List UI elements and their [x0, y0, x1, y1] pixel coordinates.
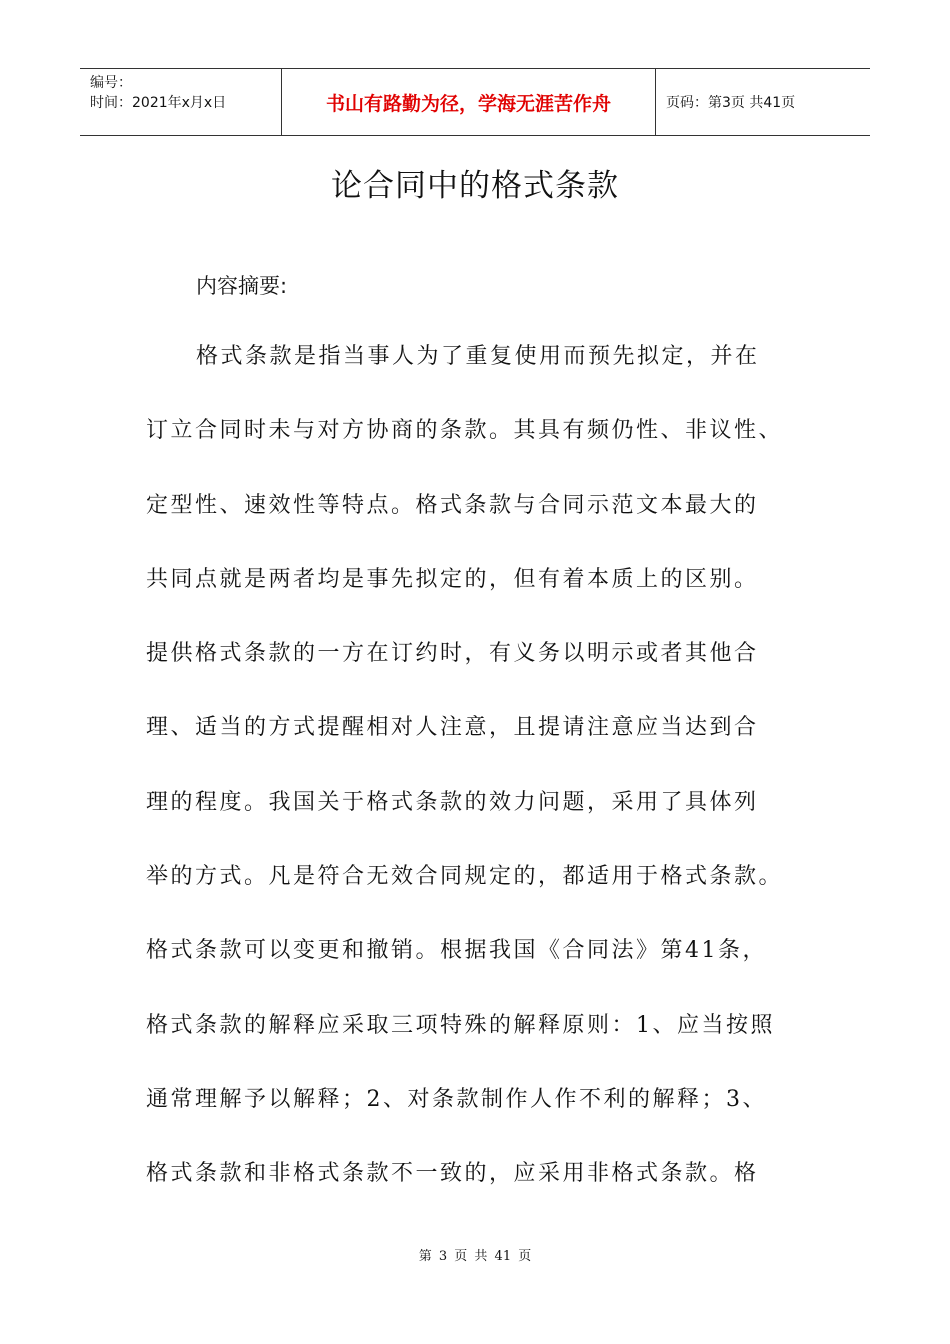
body-line: 定型性、速效性等特点。格式条款与合同示范文本最大的 — [146, 492, 759, 518]
document-title: 论合同中的格式条款 — [331, 168, 619, 204]
page-info: 页码：第3页 共41页 — [666, 95, 796, 111]
body-line: 提供格式条款的一方在订约时，有义务以明示或者其他合 — [146, 641, 759, 667]
body-line: 共同点就是两者均是事先拟定的，但有着本质上的区别。 — [146, 566, 759, 592]
header-motto-cell — [282, 69, 656, 135]
body-line: 举的方式。凡是符合无效合同规定的，都适用于格式条款。 — [146, 864, 784, 890]
date-label: 时间：2021年x月x日 — [90, 95, 227, 111]
body-line: 理、适当的方式提醒相对人注意，且提请注意应当达到合 — [146, 715, 759, 741]
body-line: 通常理解予以解释；2、对条款制作人作不利的解释；3、 — [146, 1086, 767, 1112]
serial-number-label: 编号： — [90, 75, 132, 91]
body-line: 订立合同时未与对方协商的条款。其具有频仍性、非议性、 — [146, 418, 784, 444]
body-line: 理的程度。我国关于格式条款的效力问题，采用了具体列 — [146, 789, 759, 815]
body-line: 格式条款可以变更和撤销。根据我国《合同法》第41条， — [146, 938, 767, 964]
body-text — [146, 334, 806, 1226]
body-line: 格式条款和非格式条款不一致的，应采用非格式条款。格 — [146, 1161, 759, 1187]
motto-text: 书山有路勤为径，学海无涯苦作舟 — [325, 92, 611, 115]
body-line: 格式条款是指当事人为了重复使用而预先拟定，并在 — [196, 344, 760, 369]
header-meta-cell — [80, 69, 282, 135]
abstract-heading: 内容摘要: — [196, 274, 288, 298]
body-line: 格式条款的解释应采取三项特殊的解释原则：1、应当按照 — [146, 1012, 775, 1038]
header-page-cell — [656, 69, 870, 135]
document-header — [80, 68, 870, 136]
page-footer: 第 3 页 共 41 页 — [418, 1249, 532, 1264]
